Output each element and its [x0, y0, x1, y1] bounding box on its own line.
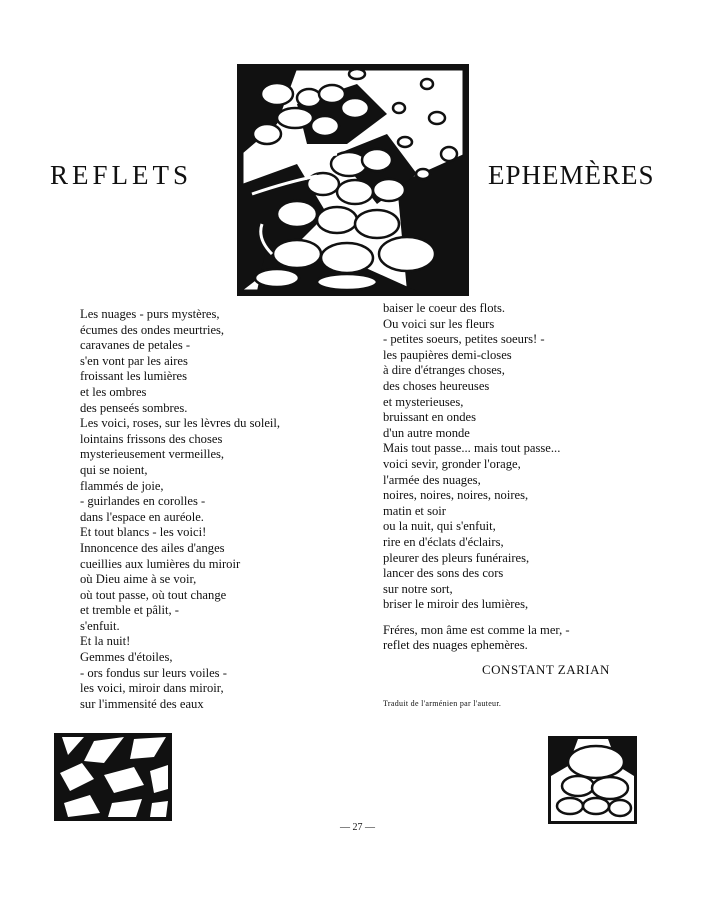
poem-line: et les ombres — [80, 384, 147, 399]
poem-line: Les voici, roses, sur les lèvres du soleil, — [80, 416, 281, 431]
poem-line: les paupières demi-closes — [383, 347, 512, 362]
poem-line: bruissant en ondes — [383, 410, 477, 425]
poem-line: et tremble et pâlit, - — [80, 603, 179, 618]
poem-line: flammés de joie, — [80, 478, 164, 493]
poem-line: des choses heureuses — [383, 378, 490, 393]
stanza-gap — [383, 613, 643, 623]
poem-line: reflet des nuages ephemères. — [383, 638, 528, 653]
poem-line: pleurer des pleurs funéraires, — [383, 550, 530, 565]
poem-line: ou la nuit, qui s'enfuit, — [383, 519, 496, 534]
poem-line: - guirlandes en corolles - — [80, 494, 206, 509]
poem-line: Gemmes d'étoiles, — [80, 650, 173, 665]
poem-line: à dire d'étranges choses, — [383, 363, 505, 378]
woodcut-stones-illustration — [548, 736, 637, 824]
poem-line: les voici, miroir dans miroir, — [80, 681, 224, 696]
woodcut-abstract-illustration — [54, 733, 172, 821]
poem-line: où Dieu aime à se voir, — [80, 572, 197, 587]
poem-line: Mais tout passe... mais tout passe... — [383, 441, 561, 456]
poem-line: mysterieusement vermeilles, — [80, 447, 225, 462]
poem-line: caravanes de petales - — [80, 338, 191, 353]
poem-line: qui se noient, — [80, 462, 148, 477]
title-right: EPHEMÈRES — [488, 160, 655, 190]
poem-line: d'un autre monde — [383, 425, 470, 440]
title-left: REFLETS — [50, 160, 193, 190]
poem-line: Innoncence des ailes d'anges — [80, 540, 225, 555]
poem-line: Et la nuit! — [80, 634, 131, 649]
poem-line: briser le miroir des lumières, — [383, 597, 529, 612]
woodcut-cloud-illustration — [237, 64, 469, 296]
poem-line: noires, noires, noires, noires, — [383, 488, 529, 503]
poem-line: dans l'espace en auréole. — [80, 509, 204, 524]
poem-line: s'enfuit. — [80, 618, 120, 633]
poem-line: Ou voici sur les fleurs — [383, 316, 495, 331]
poem-line: des penseés sombres. — [80, 400, 188, 415]
poem-line: cueillies aux lumières du miroir — [80, 556, 241, 571]
page-number: — 27 — — [340, 822, 375, 833]
poem-line: lancer des sons des cors — [383, 566, 504, 581]
poem-line: où tout passe, où tout change — [80, 587, 227, 602]
poem-line: sur notre sort, — [383, 581, 453, 596]
poem-line: Fréres, mon âme est comme la mer, - — [383, 622, 570, 637]
poem-line: - petites soeurs, petites soeurs! - — [383, 332, 545, 347]
translator-note: Traduit de l'arménien par l'auteur. — [383, 699, 502, 708]
poem-line: voici sevir, gronder l'orage, — [383, 456, 521, 471]
poem-line: lointains frissons des choses — [80, 431, 223, 446]
poem-line: froissant les lumières — [80, 369, 188, 384]
poem-column-right — [383, 301, 643, 654]
poem-line: Et tout blancs - les voici! — [80, 525, 207, 540]
poem-line: écumes des ondes meurtries, — [80, 322, 225, 337]
poem-line: sur l'immensité des eaux — [80, 696, 204, 711]
poem-line: l'armée des nuages, — [383, 472, 481, 487]
poem-line: - ors fondus sur leurs voiles - — [80, 665, 227, 680]
poem-line: rire en d'éclats d'éclairs, — [383, 534, 504, 549]
poem-line: Les nuages - purs mystères, — [80, 307, 220, 321]
poem-line: et mysterieuses, — [383, 394, 464, 409]
poem-line: baiser le coeur des flots. — [383, 301, 506, 315]
author-name: CONSTANT ZARIAN — [482, 662, 610, 677]
poem-line: matin et soir — [383, 503, 446, 518]
poem-column-left — [80, 307, 350, 712]
poem-line: s'en vont par les aires — [80, 353, 188, 368]
